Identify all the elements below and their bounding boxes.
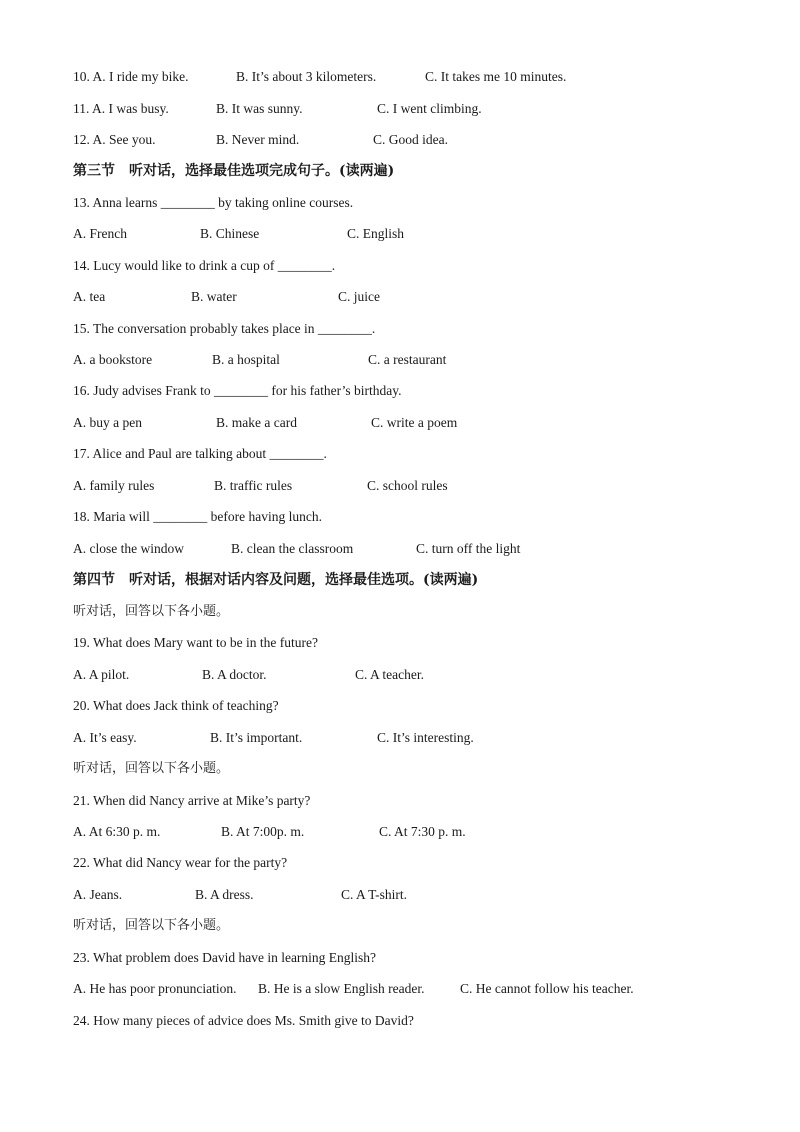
- q21-option-b: B. At 7:00p. m.: [221, 824, 305, 839]
- q16-option-a: A. buy a pen: [73, 415, 142, 430]
- q21-option-c: C. At 7:30 p. m.: [379, 824, 466, 839]
- q19-option-b: B. A doctor.: [202, 667, 267, 682]
- q20-option-a: A. It’s easy.: [73, 730, 137, 745]
- q22-option-b: B. A dress.: [195, 887, 254, 902]
- q17-option-b: B. traffic rules: [214, 478, 293, 493]
- q12-option-c: C. Good idea.: [373, 132, 448, 147]
- q15-stem: 15. The conversation probably takes place in ________.: [73, 321, 376, 336]
- q19-stem: 19. What does Mary want to be in the future?: [73, 635, 318, 650]
- dialogue-instruction: 听对话，回答以下各小题。: [73, 918, 230, 933]
- q22-option-a: A. Jeans.: [73, 887, 123, 902]
- q17-stem: 17. Alice and Paul are talking about ________.: [73, 446, 327, 461]
- q23-stem: 23. What problem does David have in learning English?: [73, 950, 377, 965]
- q11-option-a: 11. A. I was busy.: [73, 101, 169, 116]
- q16-stem: 16. Judy advises Frank to ________ for his father’s birthday.: [73, 383, 402, 398]
- q20-option-b: B. It’s important.: [210, 730, 303, 745]
- q20-stem: 20. What does Jack think of teaching?: [73, 698, 279, 713]
- q14-option-c: C. juice: [338, 289, 380, 304]
- q15-option-b: B. a hospital: [212, 352, 280, 367]
- q13-option-a: A. French: [73, 226, 127, 241]
- dialogue-instruction: 听对话，回答以下各小题。: [73, 604, 230, 619]
- q15-option-a: A. a bookstore: [73, 352, 153, 367]
- q13-option-c: C. English: [347, 226, 405, 241]
- q22-option-c: C. A T-shirt.: [341, 887, 408, 902]
- q13-option-b: B. Chinese: [200, 226, 260, 241]
- q17-option-c: C. school rules: [367, 478, 448, 493]
- section-4-heading: 第四节 听对话，根据对话内容及问题，选择最佳选项。(读两遍): [73, 572, 479, 588]
- q12-option-b: B. Never mind.: [216, 132, 300, 147]
- q10-option-c: C. It takes me 10 minutes.: [425, 69, 567, 84]
- q20-option-c: C. It’s interesting.: [377, 730, 474, 745]
- q19-option-a: A. A pilot.: [73, 667, 130, 682]
- q17-option-a: A. family rules: [73, 478, 155, 493]
- q24-stem: 24. How many pieces of advice does Ms. Smith give to David?: [73, 1013, 414, 1028]
- q11-option-c: C. I went climbing.: [377, 101, 482, 116]
- q18-option-a: A. close the window: [73, 541, 184, 556]
- q10-option-b: B. It’s about 3 kilometers.: [236, 69, 377, 84]
- q15-option-c: C. a restaurant: [368, 352, 447, 367]
- q14-option-a: A. tea: [73, 289, 106, 304]
- q19-option-c: C. A teacher.: [355, 667, 424, 682]
- q21-stem: 21. When did Nancy arrive at Mike’s party?: [73, 793, 311, 808]
- q11-option-b: B. It was sunny.: [216, 101, 303, 116]
- q14-option-b: B. water: [191, 289, 237, 304]
- q18-option-b: B. clean the classroom: [231, 541, 354, 556]
- q23-option-c: C. He cannot follow his teacher.: [460, 981, 634, 996]
- q23-option-a: A. He has poor pronunciation.: [73, 981, 237, 996]
- q16-option-c: C. write a poem: [371, 415, 458, 430]
- q22-stem: 22. What did Nancy wear for the party?: [73, 855, 288, 870]
- q18-stem: 18. Maria will ________ before having lunch.: [73, 509, 322, 524]
- q10-option-a: 10. A. I ride my bike.: [73, 69, 189, 84]
- q12-option-a: 12. A. See you.: [73, 132, 156, 147]
- q13-stem: 13. Anna learns ________ by taking online courses.: [73, 195, 354, 210]
- q16-option-b: B. make a card: [216, 415, 297, 430]
- q18-option-c: C. turn off the light: [416, 541, 521, 556]
- q21-option-a: A. At 6:30 p. m.: [73, 824, 161, 839]
- q23-option-b: B. He is a slow English reader.: [258, 981, 425, 996]
- q14-stem: 14. Lucy would like to drink a cup of ________.: [73, 258, 336, 273]
- dialogue-instruction: 听对话，回答以下各小题。: [73, 761, 230, 776]
- section-3-heading: 第三节 听对话，选择最佳选项完成句子。(读两遍): [73, 163, 395, 179]
